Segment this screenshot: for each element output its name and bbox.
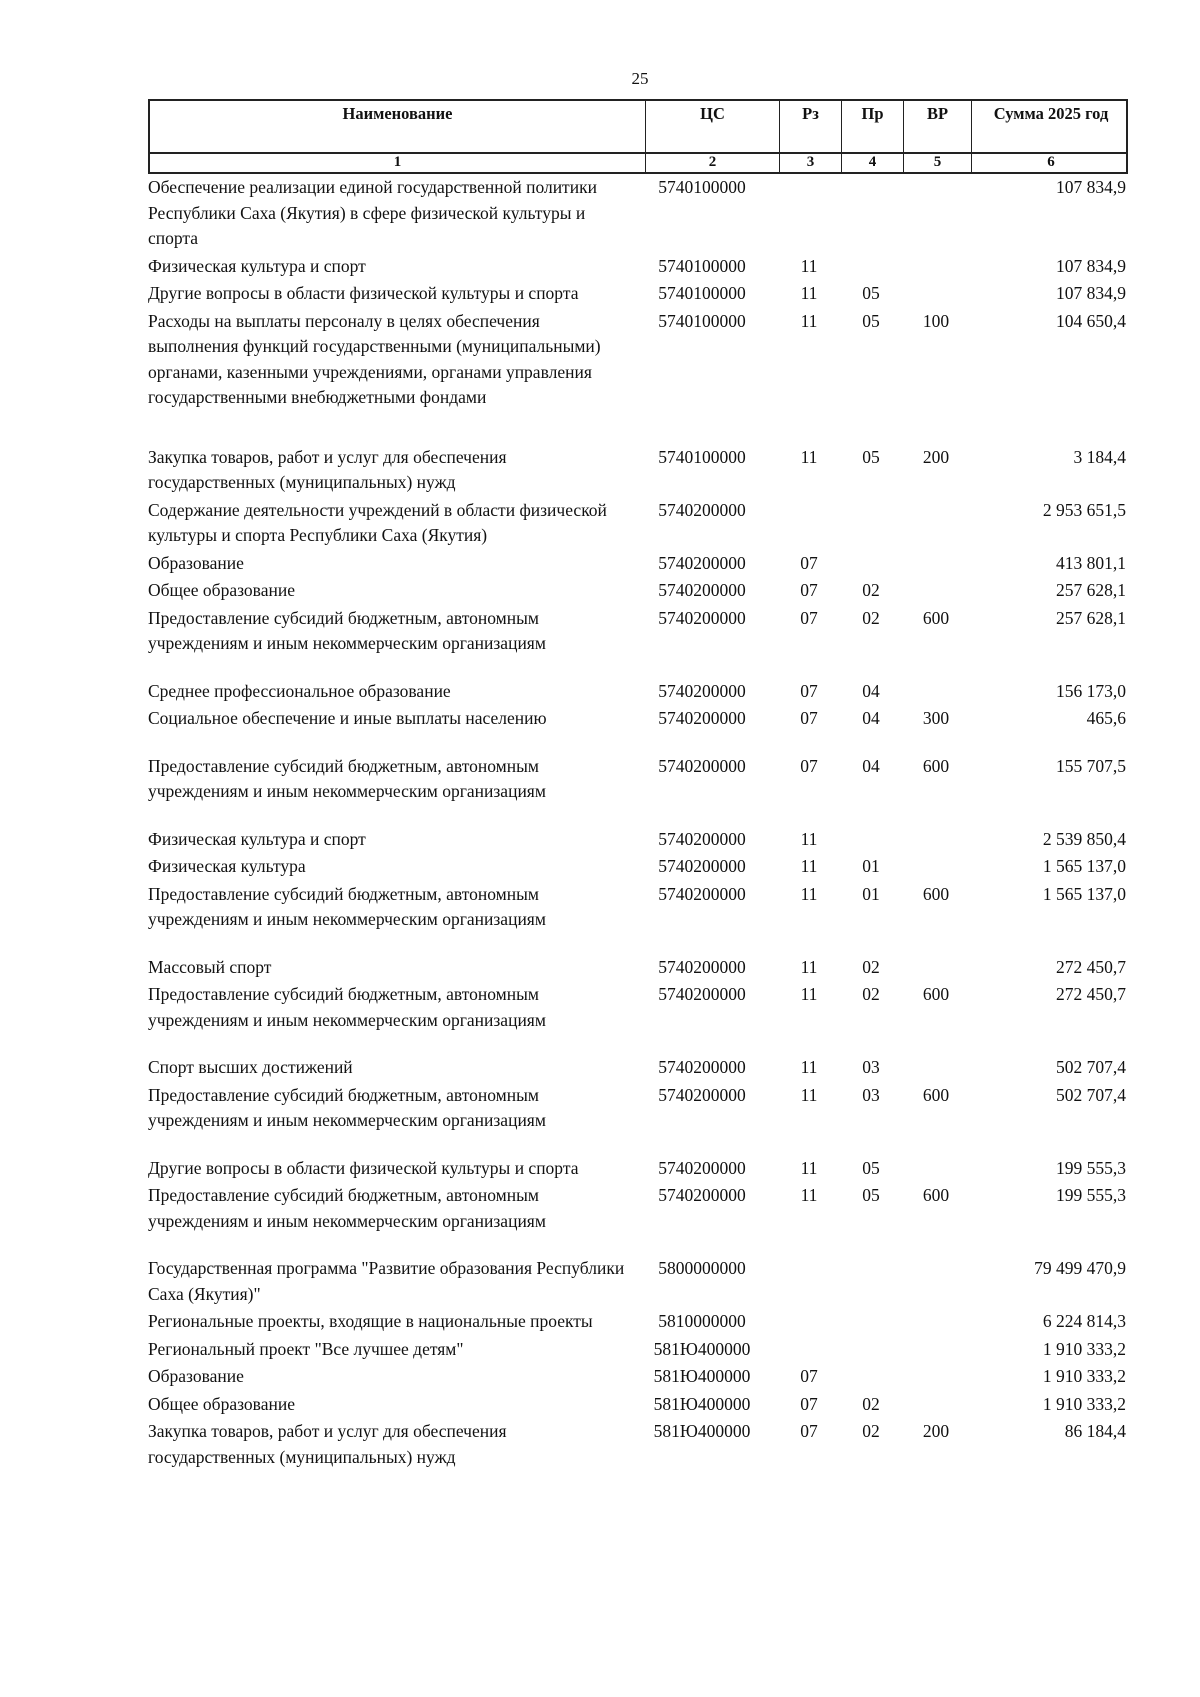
header-pr: Пр (842, 101, 904, 152)
cell-vr: 200 (922, 1421, 950, 1441)
cell-sum: 465,6 (1086, 708, 1126, 728)
cell-name: Общее образование (148, 1393, 295, 1414)
cell-rz (778, 175, 840, 252)
cell-pr (840, 1337, 902, 1363)
cell-vr (902, 578, 970, 604)
cell-vr (902, 254, 970, 280)
column-index: 2 (646, 154, 780, 172)
table-row (148, 281, 1128, 307)
cell-vr (902, 1055, 970, 1081)
cell-vr (902, 175, 970, 252)
cell-vr (902, 955, 970, 981)
cell-cs: 581Ю400000 (653, 1393, 751, 1414)
cell-sum: 6 224 814,3 (1042, 1311, 1126, 1331)
cell-cs: 5740200000 (658, 1084, 746, 1105)
cell-name: Социальное обеспечение и иные выплаты населению (148, 708, 547, 728)
cell-pr (840, 551, 902, 577)
cell-pr (840, 827, 902, 853)
cell-sum: 502 707,4 (1056, 1084, 1126, 1105)
cell-pr: 05 (862, 1157, 880, 1178)
table-row (148, 882, 1128, 933)
cell-rz: 11 (800, 1157, 818, 1178)
cell-pr: 05 (862, 283, 880, 303)
cell-name: Предоставление субсидий бюджетным, автономным учреждениям и иным некоммерческим организациям (148, 755, 546, 801)
cell-cs: 581Ю400000 (653, 1421, 751, 1441)
cell-rz: 07 (800, 1366, 818, 1386)
cell-rz (778, 1309, 840, 1335)
cell-vr (902, 1364, 970, 1390)
cell-cs: 5740200000 (658, 552, 746, 573)
cell-pr: 05 (862, 446, 880, 467)
cell-vr: 600 (922, 1084, 950, 1105)
table-row (148, 175, 1128, 252)
table-row (148, 679, 1128, 705)
cell-cs: 581Ю400000 (653, 1338, 751, 1359)
table-body (148, 175, 1128, 1470)
cell-name: Предоставление субсидий бюджетным, автономным учреждениям и иным некоммерческим организациям (148, 1185, 546, 1231)
cell-name: Среднее профессиональное образование (148, 680, 451, 701)
table-header (148, 99, 1128, 152)
cell-vr (902, 679, 970, 705)
cell-name: Расходы на выплаты персоналу в целях обеспечения выполнения функций государственными (муниципальными) органами, казенными учреждениями, органами управления государственными внебюджетными фондами (148, 310, 601, 407)
cell-sum: 502 707,4 (1056, 1057, 1126, 1077)
cell-sum: 79 499 470,9 (1034, 1258, 1126, 1278)
cell-cs: 5740100000 (658, 446, 746, 467)
cell-vr (902, 827, 970, 853)
cell-pr: 04 (862, 755, 880, 776)
table-row (148, 1392, 1128, 1418)
header-sum: Сумма 2025 год (993, 104, 1109, 123)
cell-cs: 5740200000 (658, 1185, 746, 1205)
cell-name: Закупка товаров, работ и услуг для обеспечения государственных (муниципальных) нужд (148, 1421, 507, 1467)
cell-sum: 199 555,3 (1056, 1185, 1126, 1205)
cell-sum: 107 834,9 (1056, 255, 1126, 276)
table-row (148, 551, 1128, 577)
cell-vr (902, 498, 970, 549)
cell-rz: 07 (800, 708, 818, 728)
cell-name: Физическая культура и спорт (148, 828, 366, 849)
cell-vr (902, 1392, 970, 1418)
budget-table (148, 99, 1128, 1472)
cell-vr (902, 854, 970, 880)
cell-pr: 01 (862, 856, 880, 876)
cell-pr: 02 (862, 580, 880, 600)
cell-vr: 200 (922, 446, 950, 467)
table-row (148, 1364, 1128, 1390)
table-row (148, 754, 1128, 805)
cell-sum: 2 539 850,4 (1042, 828, 1126, 849)
cell-cs: 5740200000 (658, 828, 746, 849)
cell-name: Образование (148, 552, 244, 573)
cell-pr: 02 (862, 1421, 880, 1441)
cell-sum: 1 910 333,2 (1042, 1366, 1126, 1386)
table-row (148, 1055, 1128, 1081)
cell-vr: 600 (922, 1185, 950, 1205)
cell-pr: 02 (862, 984, 880, 1004)
cell-rz: 11 (800, 956, 818, 977)
cell-pr (840, 1256, 902, 1307)
header-name: Наименование (150, 101, 646, 152)
cell-rz: 11 (800, 310, 818, 331)
cell-rz: 11 (800, 283, 818, 303)
cell-vr (902, 281, 970, 307)
cell-cs: 5740200000 (658, 856, 746, 876)
cell-rz: 11 (800, 984, 818, 1004)
cell-sum: 155 707,5 (1056, 755, 1126, 776)
table-row (148, 445, 1128, 496)
cell-cs: 5740100000 (658, 255, 746, 276)
cell-sum: 257 628,1 (1056, 580, 1126, 600)
cell-name: Региональные проекты, входящие в национальные проекты (148, 1311, 593, 1331)
cell-name: Физическая культура и спорт (148, 255, 366, 276)
cell-pr (840, 1364, 902, 1390)
column-index: 5 (904, 154, 972, 172)
cell-pr (840, 175, 902, 252)
cell-pr: 05 (862, 1185, 880, 1205)
cell-cs: 5740100000 (658, 283, 746, 303)
cell-name: Обеспечение реализации единой государственной политики Республики Саха (Якутия) в сфере физической культуры и спорта (148, 177, 597, 248)
table-row (148, 1083, 1128, 1134)
cell-cs: 581Ю400000 (653, 1366, 751, 1386)
cell-cs: 5740200000 (658, 1157, 746, 1178)
page-number: 25 (631, 69, 649, 88)
cell-rz: 11 (800, 1084, 818, 1105)
cell-pr: 01 (862, 883, 880, 904)
cell-name: Другие вопросы в области физической культуры и спорта (148, 1157, 579, 1178)
column-index-row (148, 152, 1128, 174)
cell-vr: 600 (922, 755, 950, 776)
cell-sum: 107 834,9 (1056, 177, 1126, 197)
cell-rz: 07 (800, 552, 818, 573)
cell-name: Другие вопросы в области физической культуры и спорта (148, 283, 579, 303)
cell-name: Предоставление субсидий бюджетным, автономным учреждениям и иным некоммерческим организациям (148, 984, 546, 1030)
column-index: 6 (1047, 154, 1055, 170)
cell-sum: 272 450,7 (1056, 984, 1126, 1004)
cell-pr: 03 (862, 1084, 880, 1105)
table-row (148, 1156, 1128, 1182)
cell-vr (902, 1309, 970, 1335)
cell-sum: 413 801,1 (1056, 552, 1126, 573)
cell-rz: 07 (800, 680, 818, 701)
cell-rz: 07 (800, 1421, 818, 1441)
cell-rz: 07 (800, 755, 818, 776)
cell-cs: 5740200000 (658, 607, 746, 628)
column-index: 3 (780, 154, 842, 172)
table-row (148, 827, 1128, 853)
cell-rz: 11 (800, 856, 818, 876)
cell-pr (840, 1309, 902, 1335)
cell-name: Государственная программа "Развитие образования Республики Саха (Якутия)" (148, 1258, 625, 1304)
table-row (148, 706, 1128, 732)
cell-vr: 600 (922, 607, 950, 628)
cell-pr: 02 (862, 607, 880, 628)
header-vr: ВР (904, 101, 972, 152)
cell-rz: 07 (800, 1393, 818, 1414)
cell-pr (840, 498, 902, 549)
cell-cs: 5740200000 (658, 580, 746, 600)
table-row (148, 578, 1128, 604)
cell-pr: 02 (862, 1393, 880, 1414)
cell-cs: 5740200000 (658, 956, 746, 977)
cell-rz (778, 1337, 840, 1363)
cell-rz: 11 (800, 1057, 818, 1077)
cell-cs: 5740200000 (658, 883, 746, 904)
cell-rz (778, 498, 840, 549)
cell-pr: 04 (862, 680, 880, 701)
cell-cs: 5740200000 (658, 499, 746, 520)
cell-pr: 03 (862, 1057, 880, 1077)
cell-name: Содержание деятельности учреждений в области физической культуры и спорта Республики Саха (Якутия) (148, 499, 607, 545)
cell-vr: 600 (922, 984, 950, 1004)
header-cs: ЦС (646, 101, 780, 152)
cell-rz: 11 (800, 1185, 818, 1205)
cell-rz (778, 1256, 840, 1307)
cell-cs: 5800000000 (658, 1258, 746, 1278)
table-row (148, 955, 1128, 981)
table-row (148, 606, 1128, 657)
cell-cs: 5740100000 (658, 177, 746, 197)
table-row (148, 982, 1128, 1033)
cell-sum: 2 953 651,5 (1042, 499, 1126, 520)
cell-sum: 3 184,4 (1073, 446, 1126, 467)
cell-cs: 5740200000 (658, 755, 746, 776)
cell-sum: 199 555,3 (1056, 1157, 1126, 1178)
cell-sum: 86 184,4 (1064, 1421, 1126, 1441)
cell-pr: 02 (862, 956, 880, 977)
table-row (148, 1419, 1128, 1470)
cell-sum: 1 565 137,0 (1042, 883, 1126, 904)
cell-rz: 07 (800, 580, 818, 600)
cell-cs: 5740200000 (658, 708, 746, 728)
cell-vr (902, 1156, 970, 1182)
table-row (148, 854, 1128, 880)
cell-name: Спорт высших достижений (148, 1057, 353, 1077)
cell-sum: 1 910 333,2 (1042, 1338, 1126, 1359)
table-row (148, 1256, 1128, 1307)
cell-cs: 5740200000 (658, 680, 746, 701)
table-row (148, 309, 1128, 411)
cell-name: Образование (148, 1366, 244, 1386)
cell-vr: 600 (922, 883, 950, 904)
cell-vr (902, 551, 970, 577)
cell-sum: 257 628,1 (1056, 607, 1126, 628)
cell-name: Закупка товаров, работ и услуг для обеспечения государственных (муниципальных) нужд (148, 446, 507, 492)
cell-vr (902, 1337, 970, 1363)
cell-cs: 5740200000 (658, 1057, 746, 1077)
cell-vr: 100 (922, 310, 950, 331)
cell-rz: 11 (800, 883, 818, 904)
cell-sum: 272 450,7 (1056, 956, 1126, 977)
cell-name: Предоставление субсидий бюджетным, автономным учреждениям и иным некоммерческим организациям (148, 607, 546, 653)
table-row (148, 498, 1128, 549)
cell-sum: 1 565 137,0 (1042, 856, 1126, 876)
cell-cs: 5740200000 (658, 984, 746, 1004)
table-row (148, 1337, 1128, 1363)
cell-sum: 1 910 333,2 (1042, 1393, 1126, 1414)
cell-rz: 11 (800, 446, 818, 467)
cell-pr: 04 (862, 708, 880, 728)
cell-rz: 11 (800, 255, 818, 276)
table-row (148, 1309, 1128, 1335)
cell-pr (840, 254, 902, 280)
cell-name: Общее образование (148, 580, 295, 600)
cell-cs: 5810000000 (658, 1311, 746, 1331)
cell-vr (902, 1256, 970, 1307)
table-row (148, 1183, 1128, 1234)
cell-cs: 5740100000 (658, 310, 746, 331)
cell-name: Массовый спорт (148, 956, 272, 977)
cell-sum: 156 173,0 (1056, 680, 1126, 701)
column-index: 4 (842, 154, 904, 172)
cell-sum: 107 834,9 (1056, 283, 1126, 303)
cell-name: Предоставление субсидий бюджетным, автономным учреждениям и иным некоммерческим организациям (148, 1084, 546, 1130)
cell-name: Физическая культура (148, 856, 306, 876)
cell-sum: 104 650,4 (1056, 310, 1126, 331)
table-row (148, 254, 1128, 280)
cell-pr: 05 (862, 310, 880, 331)
column-index: 1 (150, 154, 646, 172)
cell-name: Региональный проект "Все лучшее детям" (148, 1338, 464, 1359)
cell-rz: 07 (800, 607, 818, 628)
cell-name: Предоставление субсидий бюджетным, автономным учреждениям и иным некоммерческим организациям (148, 883, 546, 929)
header-rz: Рз (780, 101, 842, 152)
cell-rz: 11 (800, 828, 818, 849)
cell-vr: 300 (922, 708, 950, 728)
